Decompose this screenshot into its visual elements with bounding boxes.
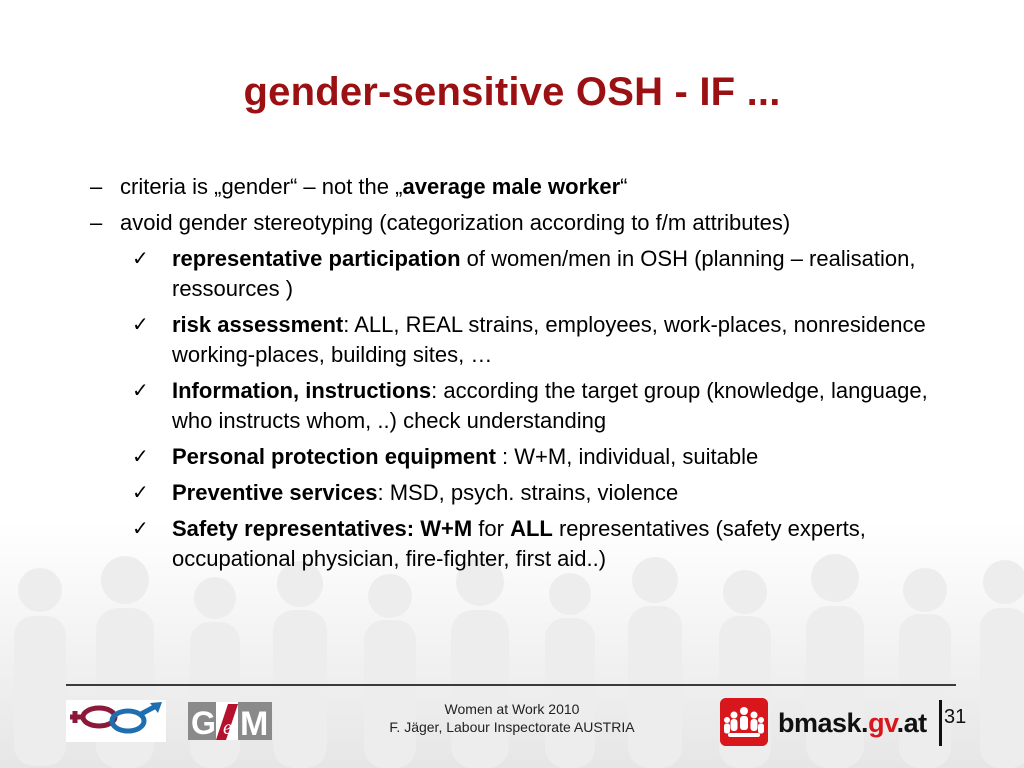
check-text: of women/men in OSH (planning – realisation, ressources ) (172, 246, 916, 301)
footer-event: Women at Work 2010 (444, 701, 580, 717)
dash-bullet: – (90, 210, 103, 235)
check-text: : W+M, individual, suitable (495, 444, 759, 469)
checkmark-icon: ✓ (132, 380, 149, 402)
check-bold: representative participation (172, 246, 461, 271)
bullet-bold: average male worker (402, 174, 621, 199)
check-bold: Information, instructions (172, 378, 432, 403)
svg-text:e: e (223, 717, 232, 739)
check-information-instructions (88, 376, 968, 436)
bmask-logo-text (778, 708, 927, 739)
check-text: : according the target group (knowledge, language, who instructs whom, ..) check understanding (172, 378, 928, 433)
checkmark-icon: ✓ (132, 518, 149, 540)
checkmark-icon: ✓ (132, 248, 149, 270)
check-bold: risk assessment (172, 312, 344, 337)
check-text: : ALL, REAL strains, employees, work-places, nonresidence working-places, building sites, … (172, 312, 926, 367)
page-number-divider (939, 700, 942, 746)
slide-content (88, 172, 968, 580)
bullet-stereotyping (88, 208, 968, 238)
svg-text:M: M (240, 705, 269, 740)
footer-divider (66, 684, 956, 686)
check-text: : MSD, psych. strains, violence (377, 480, 679, 505)
check-safety-representatives (88, 514, 968, 574)
footer-author: F. Jäger, Labour Inspectorate AUSTRIA (389, 719, 635, 735)
bmask-prefix: bmask. (778, 708, 869, 738)
check-personal-protection-equipment (88, 442, 968, 472)
gem-logo (188, 702, 272, 740)
check-bold: Preventive services (172, 480, 378, 505)
page-number: 31 (944, 706, 967, 728)
checkmark-icon: ✓ (132, 314, 149, 336)
bmask-people-icon (720, 698, 768, 746)
check-preventive-services (88, 478, 968, 508)
bullet-text: “ (620, 174, 628, 199)
check-bold: Safety representatives: W+M (172, 516, 473, 541)
svg-text:G: G (191, 705, 216, 740)
check-text: for (472, 516, 511, 541)
gender-symbols-logo (66, 700, 166, 742)
check-representative-participation (88, 244, 968, 304)
checkmark-icon: ✓ (132, 482, 149, 504)
bmask-suffix: .at (896, 708, 927, 738)
bullet-text: criteria is „gender“ – not the „ (120, 174, 403, 199)
check-text: representatives (safety experts, occupational physician, fire-fighter, first aid..) (172, 516, 866, 571)
checkmark-icon: ✓ (132, 446, 149, 468)
slide-title: gender-sensitive OSH - IF ... (243, 70, 781, 114)
check-risk-assessment (88, 310, 968, 370)
bullet-text: avoid gender stereotyping (categorization according to f/m attributes) (120, 210, 791, 235)
footer-credits (300, 700, 724, 736)
check-bold: ALL (510, 516, 553, 541)
bmask-gv: gv (868, 708, 897, 738)
bullet-criteria (88, 172, 968, 202)
check-bold: Personal protection equipment (172, 444, 496, 469)
dash-bullet: – (90, 174, 103, 199)
